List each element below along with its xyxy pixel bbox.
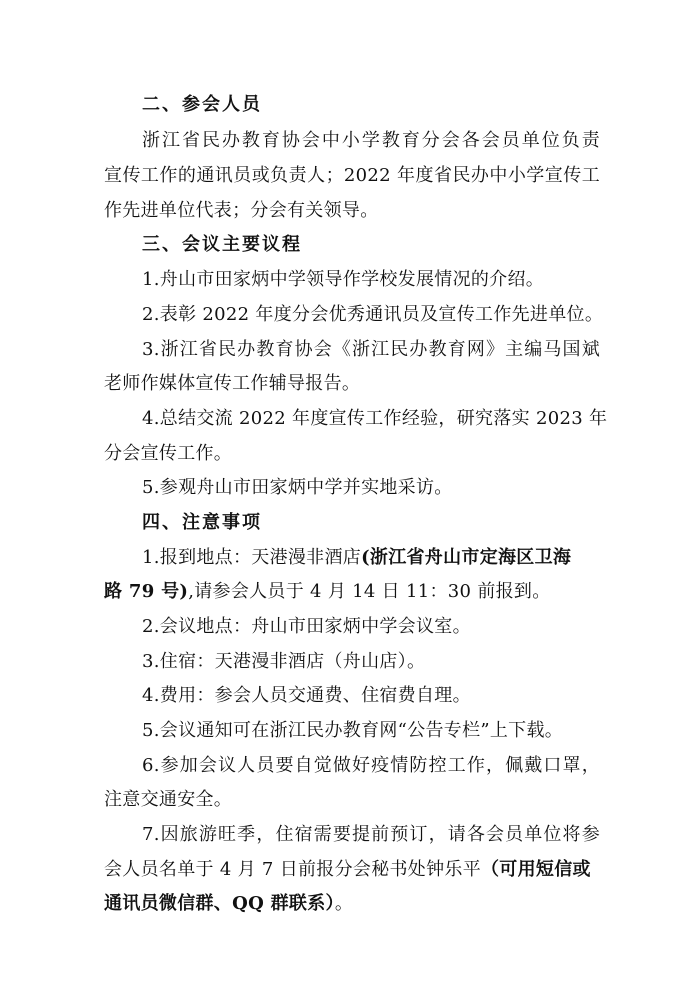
participants-line-2: 宣传工作的通讯员或负责人；2022 年度省民办中小学宣传工	[104, 165, 600, 186]
notes-item-1-line-1	[142, 546, 571, 570]
notes-item-7-period: 。	[334, 893, 354, 914]
notes-item-7-deadline: 会人员名单于 4 月 7 日前报分会秘书处钟乐平	[104, 859, 481, 880]
notes-item-3: 3.住宿：天港漫非酒店（舟山店）。	[142, 651, 426, 672]
agenda-item-2: 2.表彰 2022 年度分会优秀通讯员及宣传工作先进单位。	[142, 304, 604, 325]
notes-item-1-line-2	[104, 580, 551, 604]
notes-item-7-line-2	[104, 858, 591, 882]
notes-item-7-contact-part-1: （可用短信或	[481, 859, 591, 880]
section-heading-participants: 二、参会人员	[142, 94, 262, 115]
section-heading-notes: 四、注意事项	[142, 512, 262, 533]
notes-item-1-address-part-2: 路 79 号)	[104, 581, 189, 602]
agenda-item-3-line-1: 3.浙江省民办教育协会《浙江民办教育网》主编马国斌	[142, 339, 600, 360]
notes-item-2: 2.会议地点：舟山市田家炳中学会议室。	[142, 616, 471, 637]
notes-item-1-location: 1.报到地点：天港漫非酒店	[142, 547, 362, 568]
agenda-item-4-line-1: 4.总结交流 2022 年度宣传工作经验，研究落实 2023 年	[142, 408, 608, 429]
notes-item-1-checkin-time: ,请参会人员于 4 月 14 日 11：30 前报到。	[188, 581, 551, 602]
agenda-item-1: 1.舟山市田家炳中学领导作学校发展情况的介绍。	[142, 269, 545, 290]
notes-item-4: 4.费用：参会人员交通费、住宿费自理。	[142, 685, 471, 706]
notes-item-7-line-1: 7.因旅游旺季，住宿需要提前预订，请各会员单位将参	[142, 824, 600, 845]
agenda-item-5: 5.参观舟山市田家炳中学并实地采访。	[142, 477, 453, 498]
notes-item-6-line-2: 注意交通安全。	[104, 789, 233, 810]
section-heading-agenda: 三、会议主要议程	[142, 234, 302, 255]
agenda-item-4-line-2: 分会宣传工作。	[104, 443, 233, 464]
notes-item-7-line-3	[104, 892, 353, 916]
agenda-item-3-line-2: 老师作媒体宣传工作辅导报告。	[104, 373, 361, 394]
participants-line-1: 浙江省民办教育协会中小学教育分会各会员单位负责	[142, 130, 600, 151]
notes-item-7-contact-part-2: 通讯员微信群、QQ 群联系）	[104, 893, 335, 914]
notes-item-1-address-part-1: (浙江省舟山市定海区卫海	[361, 547, 572, 568]
participants-line-3: 作先进单位代表；分会有关领导。	[104, 200, 379, 221]
notes-item-6-line-1: 6.参加会议人员要自觉做好疫情防控工作，佩戴口罩，	[142, 755, 600, 776]
notes-item-5: 5.会议通知可在浙江民办教育网“公告专栏”上下载。	[142, 720, 564, 741]
